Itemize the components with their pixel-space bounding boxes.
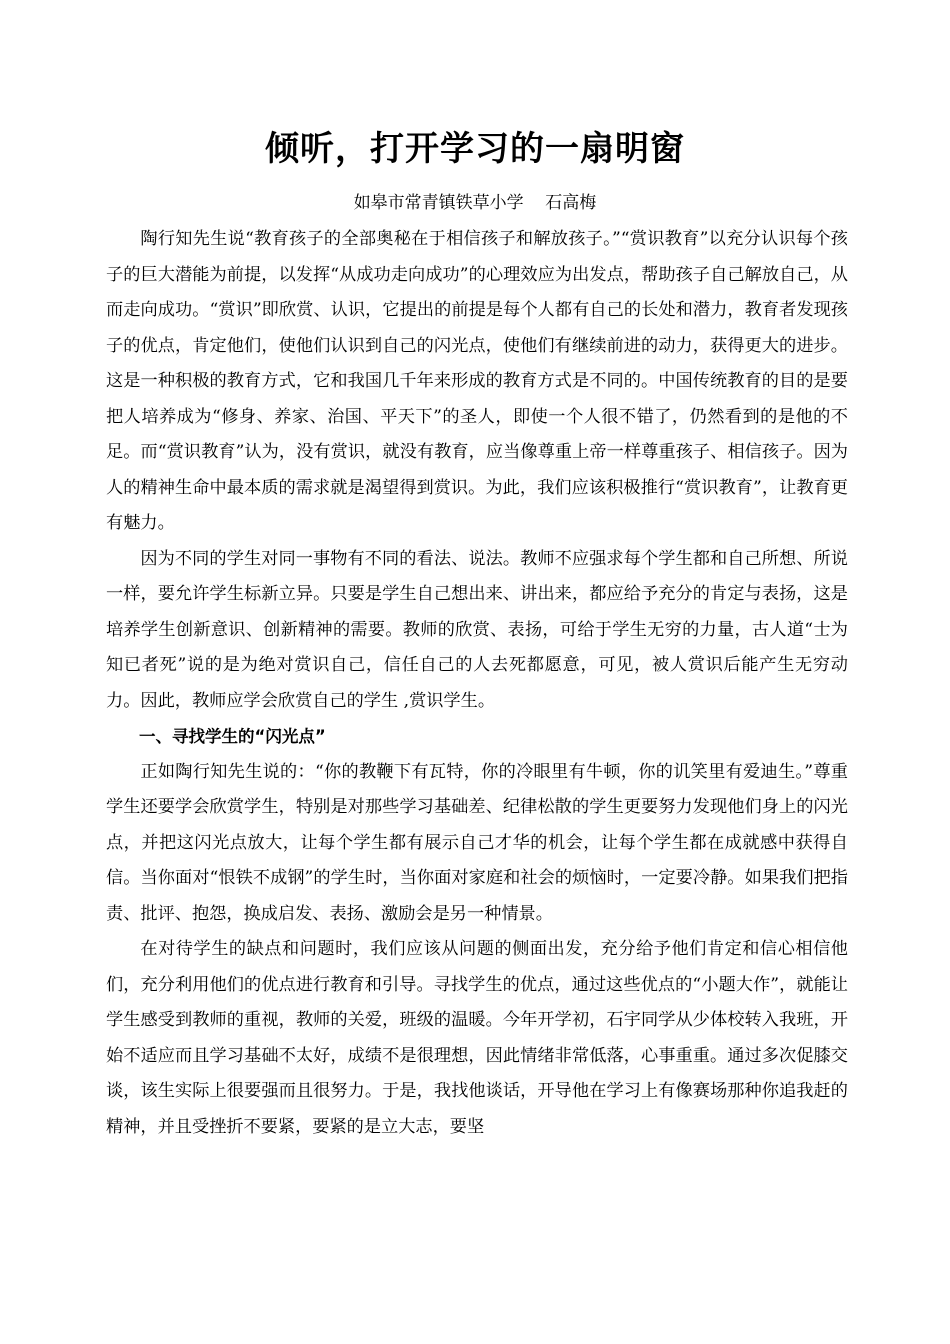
paragraph-2: 因为不同的学生对同一事物有不同的看法、说法。教师不应强求每个学生都和自己所想、所说一样，要允许学生标新立异。只要是学生自己想出来、讲出来，都应给予充分的肯定与表扬，这是培养学生创新意识、创新精神的需要。教师的欣赏、表扬，可给于学生无穷的力量，古人道“士为知已者死”说的是为绝对赏识自己，信任自己的人去死都愿意，可见，被人赏识后能产生无穷动力。因此，教师应学会欣赏自己的学生 ,赏识学生。 [106, 548, 848, 711]
author-byline: 如皋市常青镇铁草小学 石高梅 [353, 193, 597, 213]
document-body [106, 222, 848, 1145]
document-title: 倾听，打开学习的一扇明窗 [265, 129, 685, 169]
paragraph-4: 在对待学生的缺点和问题时，我们应该从问题的侧面出发，充分给予他们肯定和信心相信他们，充分利用他们的优点进行教育和引导。寻找学生的优点，通过这些优点的“小题大作”，就能让学生感受到教师的重视，教师的关爱，班级的温暖。今年开学初，石宇同学从少体校转入我班，开始不适应而且学习基础不太好，成绩不是很理想，因此情绪非常低落，心事重重。通过多次促膝交谈，该生实际上很要强而且很努力。于是，我找他谈话，开导他在学习上有像赛场那种你追我赶的精神，并且受挫折不要紧，要紧的是立大志，要坚 [106, 939, 848, 1137]
paragraph-1: 陶行知先生说“教育孩子的全部奥秘在于相信孩子和解放孩子。”“赏识教育”以充分认识每个孩子的巨大潜能为前提，以发挥“从成功走向成功”的心理效应为出发点，帮助孩子自己解放自己，从而走向成功。“赏识”即欣赏、认识，它提出的前提是每个人都有自己的长处和潜力，教育者发现孩子的优点，肯定他们，使他们认识到自己的闪光点，使他们有继续前进的动力，获得更大的进步。这是一种积极的教育方式，它和我国几千年来形成的教育方式是不同的。中国传统教育的目的是要把人培养成为“修身、养家、治国、平天下”的圣人，即使一个人很不错了，仍然看到的是他的不足。而“赏识教育”认为，没有赏识，就没有教育，应当像尊重上帝一样尊重孩子、相信孩子。因为人的精神生命中最本质的需求就是渴望得到赏识。为此，我们应该积极推行“赏识教育”，让教育更有魅力。 [106, 229, 848, 533]
paragraph-3: 正如陶行知先生说的：“你的教鞭下有瓦特，你的冷眼里有牛顿，你的讥笑里有爱迪生。”尊重学生还要学会欣赏学生，特别是对那些学习基础差、纪律松散的学生更要努力发现他们身上的闪光点，并把这闪光点放大，让每个学生都有展示自己才华的机会，让每个学生都在成就感中获得自信。当你面对“恨铁不成钢”的学生时，当你面对家庭和社会的烦恼时，一定要冷静。如果我们把指责、批评、抱怨，换成启发、表扬、激励会是另一种情景。 [106, 761, 848, 924]
section-heading-1: 一、寻找学生的“闪光点” [139, 727, 326, 746]
